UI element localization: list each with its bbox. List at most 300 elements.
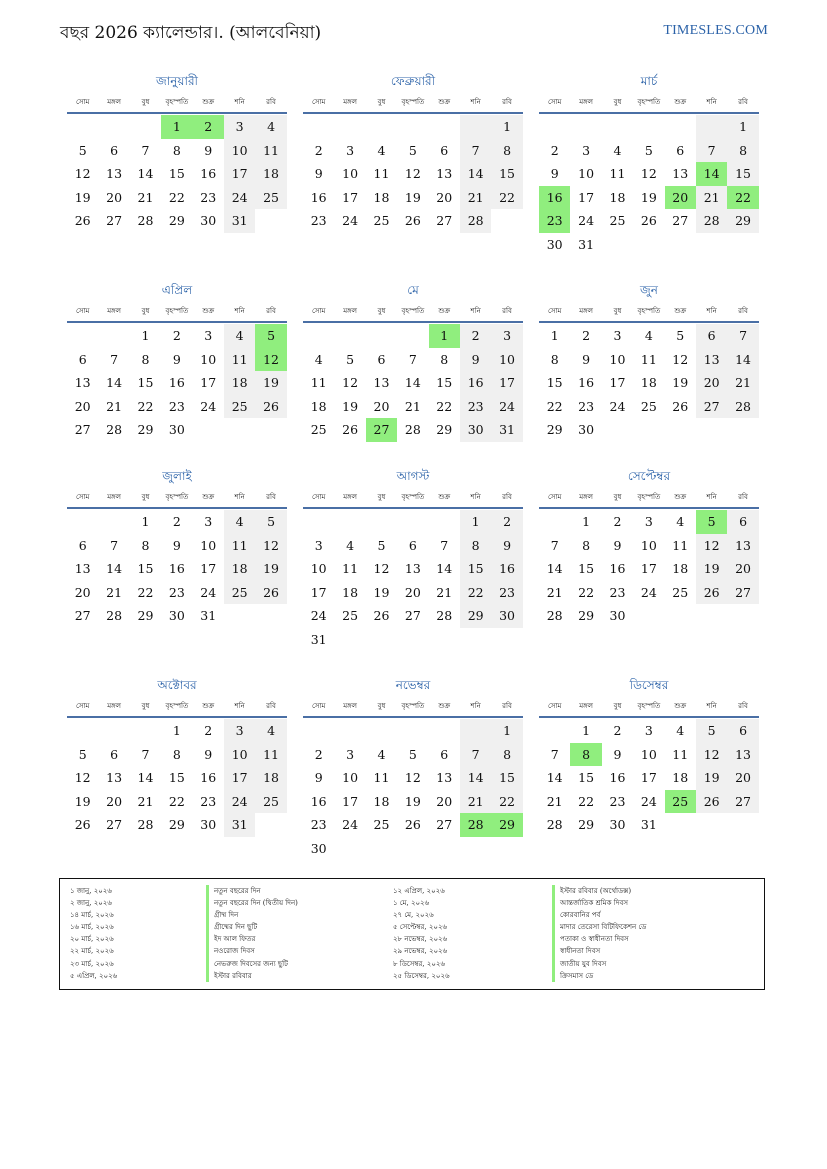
day-cell: 8: [172, 142, 181, 158]
day-cell: 19: [404, 189, 421, 205]
day-cell: 10: [310, 561, 327, 577]
empty-day-cell: [255, 209, 286, 233]
day-cell: 6: [377, 351, 386, 367]
day-cell: 2: [172, 328, 181, 343]
day-cell: 29: [436, 422, 453, 438]
weekday-label: সোম: [312, 307, 326, 315]
weekday-label: সোম: [76, 702, 90, 710]
day-cell: 17: [609, 375, 626, 391]
empty-day-cell: [303, 510, 334, 534]
day-cell: 5: [696, 719, 727, 743]
month-11: [303, 676, 523, 861]
weekday-label: মঙ্গল: [343, 702, 357, 710]
weekday-label: শুক্র: [202, 307, 215, 315]
day-cell: 30: [310, 840, 327, 856]
day-cell: 7: [110, 351, 119, 367]
empty-day-cell: [334, 115, 365, 139]
day-cell: 13: [74, 375, 91, 391]
day-cell: 30: [168, 608, 185, 624]
day-cell: 9: [613, 537, 622, 553]
day-cell: 1: [582, 514, 591, 529]
day-cell: 14: [436, 561, 453, 577]
weekday-label: শুক্র: [438, 702, 451, 710]
day-cell: 28: [137, 817, 154, 833]
day-cell: 26: [255, 395, 286, 419]
day-cell: 15: [491, 162, 522, 186]
day-cell: 15: [546, 375, 563, 391]
empty-day-cell: [665, 604, 696, 628]
day-cell: 19: [696, 766, 727, 790]
day-cell: 19: [255, 371, 286, 395]
day-cell: 10: [578, 166, 595, 182]
empty-day-cell: [366, 115, 397, 139]
holiday-name: ইস্টার রবিবার (অর্থোডক্স): [552, 885, 646, 897]
day-cell: 1: [550, 328, 559, 343]
month-9: [539, 467, 759, 628]
empty-day-cell: [460, 719, 491, 743]
empty-day-cell: [67, 324, 98, 348]
day-cell: 26: [640, 213, 657, 229]
day-cell: 7: [408, 351, 417, 367]
month-name: জুন: [640, 283, 658, 297]
empty-day-cell: [366, 719, 397, 743]
empty-day-cell: [366, 510, 397, 534]
day-cell: 4: [644, 328, 653, 343]
day-cell: 23: [168, 398, 185, 414]
day-cell: 19: [74, 793, 91, 809]
day-cell: 8: [727, 139, 758, 163]
day-cell: 17: [224, 162, 255, 186]
day-cell: 19: [640, 189, 657, 205]
empty-day-cell: [727, 813, 758, 837]
day-cell: 22: [491, 790, 522, 814]
holiday-date: ২৯ নভেম্বর, ২০২৬: [393, 947, 448, 956]
day-cell: 11: [224, 534, 255, 558]
day-cell: 6: [110, 142, 119, 158]
day-cell: 20: [404, 584, 421, 600]
day-cell: 14: [106, 561, 123, 577]
weekday-label: বুধ: [141, 493, 150, 501]
holiday-date: ২৮ নভেম্বর, ২০২৬: [393, 935, 448, 944]
month-name: অক্টোবর: [157, 678, 197, 692]
day-cell: 12: [404, 166, 421, 182]
weekday-label: শনি: [234, 307, 245, 315]
day-cell: 11: [609, 166, 626, 182]
weekday-header: [539, 301, 759, 323]
empty-day-cell: [633, 115, 664, 139]
weekday-label: সোম: [76, 307, 90, 315]
day-cell: 7: [460, 139, 491, 163]
day-cell: 28: [404, 422, 421, 438]
day-cell: 29: [137, 608, 154, 624]
weekday-label: সোম: [76, 98, 90, 106]
weekday-label: মঙ্গল: [579, 307, 593, 315]
day-grid: [67, 510, 287, 628]
weekday-label: শনি: [234, 98, 245, 106]
day-cell: 2: [193, 115, 224, 139]
empty-day-cell: [366, 628, 397, 652]
day-cell: 31: [224, 209, 255, 233]
day-cell: 28: [137, 213, 154, 229]
day-cell: 28: [727, 395, 758, 419]
weekday-label: রবি: [738, 98, 748, 106]
day-grid: [303, 324, 523, 442]
empty-day-cell: [429, 628, 460, 652]
day-cell: 31: [491, 418, 522, 442]
site-name[interactable]: TIMESLES.COM: [663, 23, 768, 38]
day-cell: 16: [609, 561, 626, 577]
weekday-label: মঙ্গল: [343, 98, 357, 106]
day-cell: 15: [727, 162, 758, 186]
empty-day-cell: [334, 628, 365, 652]
day-cell: 23: [460, 395, 491, 419]
empty-day-cell: [491, 209, 522, 233]
day-cell: 24: [200, 398, 217, 414]
day-cell: 11: [224, 348, 255, 372]
day-cell: 3: [346, 142, 355, 158]
holiday-name: নতুন বছরের দিন: [206, 885, 298, 897]
weekday-label: শনি: [706, 307, 717, 315]
weekday-label: মঙ্গল: [343, 307, 357, 315]
day-cell: 17: [640, 770, 657, 786]
month-name: ডিসেম্বর: [629, 678, 669, 692]
holiday-date: ২৩ মার্চ, ২০২৬: [70, 959, 114, 968]
day-cell: 1: [491, 115, 522, 139]
holiday-date: ২২ মার্চ, ২০২৬: [70, 947, 114, 956]
day-cell: 21: [546, 584, 563, 600]
day-cell: 4: [676, 723, 685, 738]
day-cell: 23: [491, 581, 522, 605]
page-title: বছর 2026 ক্যালেন্ডার।. (আলবেনিয়া): [60, 23, 322, 43]
day-cell: 16: [609, 770, 626, 786]
day-cell: 23: [200, 189, 217, 205]
empty-day-cell: [397, 115, 428, 139]
day-cell: 24: [491, 395, 522, 419]
day-cell: 19: [373, 584, 390, 600]
day-cell: 18: [342, 584, 359, 600]
month-5: [303, 281, 523, 442]
day-cell: 5: [408, 142, 417, 158]
day-cell: 2: [613, 723, 622, 738]
empty-day-cell: [602, 233, 633, 257]
day-cell: 31: [224, 813, 255, 837]
day-cell: 15: [436, 375, 453, 391]
weekday-header: [539, 487, 759, 509]
day-cell: 21: [404, 398, 421, 414]
day-cell: 4: [676, 514, 685, 529]
day-cell: 14: [696, 162, 727, 186]
weekday-label: শুক্র: [438, 98, 451, 106]
empty-day-cell: [334, 510, 365, 534]
day-cell: 25: [255, 790, 286, 814]
day-cell: 16: [168, 561, 185, 577]
holiday-dates-column-1: [70, 885, 117, 982]
day-cell: 20: [665, 186, 696, 210]
day-cell: 23: [200, 793, 217, 809]
day-cell: 24: [342, 817, 359, 833]
weekday-label: মঙ্গল: [579, 493, 593, 501]
day-grid: [303, 719, 523, 861]
day-cell: 25: [342, 608, 359, 624]
day-cell: 6: [78, 351, 87, 367]
month-2: [303, 72, 523, 233]
empty-day-cell: [397, 324, 428, 348]
empty-day-cell: [98, 115, 129, 139]
holiday-name: ক্রিসমাস ডে: [552, 970, 646, 982]
day-cell: 28: [436, 608, 453, 624]
day-cell: 17: [640, 561, 657, 577]
day-cell: 19: [672, 375, 689, 391]
day-cell: 26: [255, 581, 286, 605]
day-cell: 1: [141, 514, 150, 529]
day-cell: 13: [373, 375, 390, 391]
day-cell: 2: [172, 514, 181, 529]
day-cell: 4: [255, 115, 286, 139]
day-cell: 23: [310, 817, 327, 833]
weekday-label: শনি: [470, 702, 481, 710]
day-cell: 9: [613, 746, 622, 762]
weekday-label: বৃহস্পতি: [637, 98, 661, 106]
weekday-label: শনি: [470, 307, 481, 315]
day-cell: 19: [255, 557, 286, 581]
day-cell: 23: [578, 398, 595, 414]
holiday-name: স্বাধীনতা দিবস: [552, 945, 646, 957]
empty-day-cell: [224, 604, 255, 628]
day-cell: 3: [613, 328, 622, 343]
weekday-label: রবি: [738, 702, 748, 710]
month-name: মার্চ: [640, 74, 658, 88]
day-cell: 18: [672, 561, 689, 577]
day-cell: 27: [696, 395, 727, 419]
empty-day-cell: [696, 604, 727, 628]
holiday-name: নেভরুজ দিবসের জন্য ছুটি: [206, 958, 298, 970]
month-4: [67, 281, 287, 442]
weekday-label: রবি: [266, 702, 276, 710]
empty-day-cell: [130, 719, 161, 743]
holiday-names-column-2: [552, 885, 646, 982]
day-cell: 27: [727, 790, 758, 814]
weekday-label: বৃহস্পতি: [637, 702, 661, 710]
day-cell: 4: [377, 746, 386, 762]
empty-day-cell: [366, 324, 397, 348]
weekday-label: সোম: [76, 493, 90, 501]
weekday-label: মঙ্গল: [107, 493, 121, 501]
empty-day-cell: [696, 418, 727, 442]
empty-day-cell: [334, 324, 365, 348]
day-cell: 3: [314, 537, 323, 553]
day-cell: 29: [727, 209, 758, 233]
day-cell: 6: [696, 324, 727, 348]
day-cell: 17: [342, 189, 359, 205]
day-cell: 16: [200, 166, 217, 182]
day-cell: 25: [255, 186, 286, 210]
day-cell: 10: [640, 746, 657, 762]
day-cell: 29: [491, 813, 522, 837]
day-cell: 6: [408, 537, 417, 553]
day-cell: 14: [546, 770, 563, 786]
holiday-name: কোরবানির পর্ব: [552, 909, 646, 921]
day-cell: 8: [460, 534, 491, 558]
day-cell: 20: [436, 793, 453, 809]
weekday-label: শনি: [234, 702, 245, 710]
day-grid: [539, 115, 759, 257]
empty-day-cell: [727, 418, 758, 442]
day-cell: 17: [200, 375, 217, 391]
day-cell: 2: [204, 723, 213, 738]
day-cell: 27: [436, 817, 453, 833]
day-cell: 5: [78, 142, 87, 158]
day-cell: 13: [106, 770, 123, 786]
month-name: মে: [407, 283, 419, 297]
month-name: এপ্রিল: [161, 283, 193, 297]
day-cell: 18: [310, 398, 327, 414]
day-cell: 19: [404, 793, 421, 809]
day-cell: 10: [491, 348, 522, 372]
day-cell: 4: [255, 719, 286, 743]
day-cell: 21: [106, 584, 123, 600]
empty-day-cell: [334, 719, 365, 743]
day-cell: 20: [696, 371, 727, 395]
day-cell: 6: [727, 510, 758, 534]
day-cell: 23: [609, 793, 626, 809]
weekday-label: বৃহস্পতি: [401, 493, 425, 501]
day-grid: [67, 719, 287, 837]
day-cell: 10: [200, 537, 217, 553]
day-cell: 30: [609, 608, 626, 624]
holiday-date: ১ জানু, ২০২৬: [70, 887, 112, 895]
day-cell: 13: [404, 561, 421, 577]
day-cell: 18: [640, 375, 657, 391]
weekday-label: সোম: [548, 702, 562, 710]
day-cell: 24: [310, 608, 327, 624]
day-cell: 23: [310, 213, 327, 229]
day-cell: 29: [168, 817, 185, 833]
month-name: জানুয়ারী: [156, 74, 198, 88]
empty-day-cell: [67, 719, 98, 743]
holiday-date: ২ জানু, ২০২৬: [70, 899, 112, 908]
day-cell: 19: [696, 557, 727, 581]
day-cell: 22: [137, 398, 154, 414]
day-cell: 2: [491, 510, 522, 534]
day-cell: 6: [727, 719, 758, 743]
weekday-header: [303, 301, 523, 323]
weekday-label: বৃহস্পতি: [401, 702, 425, 710]
day-cell: 13: [436, 770, 453, 786]
holiday-date: ১২ এপ্রিল, ২০২৬: [393, 887, 445, 895]
empty-day-cell: [98, 510, 129, 534]
day-cell: 12: [255, 534, 286, 558]
day-cell: 17: [342, 793, 359, 809]
month-name: আগস্ট: [396, 469, 430, 483]
day-cell: 28: [106, 608, 123, 624]
empty-day-cell: [98, 719, 129, 743]
holiday-name: ইদ আল ফিতর: [206, 933, 298, 945]
weekday-label: শুক্র: [674, 307, 687, 315]
day-cell: 30: [578, 422, 595, 438]
day-cell: 28: [696, 209, 727, 233]
day-cell: 10: [200, 351, 217, 367]
day-cell: 11: [672, 537, 689, 553]
day-cell: 3: [224, 115, 255, 139]
day-cell: 14: [460, 766, 491, 790]
weekday-label: রবি: [502, 493, 512, 501]
day-cell: 5: [644, 142, 653, 158]
day-cell: 12: [373, 561, 390, 577]
weekday-label: বুধ: [377, 702, 386, 710]
weekday-label: বুধ: [613, 98, 622, 106]
day-cell: 26: [74, 817, 91, 833]
day-cell: 21: [460, 186, 491, 210]
day-cell: 1: [582, 723, 591, 738]
day-cell: 22: [727, 186, 758, 210]
day-cell: 5: [78, 746, 87, 762]
day-cell: 7: [141, 746, 150, 762]
weekday-header: [303, 487, 523, 509]
day-cell: 2: [613, 514, 622, 529]
day-cell: 12: [404, 770, 421, 786]
day-cell: 8: [440, 351, 449, 367]
day-cell: 18: [373, 793, 390, 809]
day-cell: 25: [224, 395, 255, 419]
month-name: সেপ্টেম্বর: [627, 469, 671, 483]
empty-day-cell: [193, 418, 224, 442]
day-cell: 9: [204, 142, 213, 158]
day-cell: 8: [550, 351, 559, 367]
weekday-label: শুক্র: [674, 493, 687, 501]
day-cell: 5: [408, 746, 417, 762]
day-cell: 3: [224, 719, 255, 743]
day-cell: 5: [255, 510, 286, 534]
day-cell: 9: [582, 351, 591, 367]
empty-day-cell: [334, 837, 365, 861]
day-cell: 9: [460, 348, 491, 372]
day-cell: 27: [366, 418, 397, 442]
day-cell: 9: [314, 166, 323, 182]
empty-day-cell: [460, 837, 491, 861]
day-cell: 25: [373, 817, 390, 833]
day-cell: 31: [640, 817, 657, 833]
day-cell: 9: [314, 770, 323, 786]
day-cell: 9: [172, 351, 181, 367]
day-cell: 4: [346, 537, 355, 553]
weekday-label: রবি: [738, 493, 748, 501]
weekday-label: রবি: [502, 307, 512, 315]
day-cell: 27: [436, 213, 453, 229]
day-cell: 14: [727, 348, 758, 372]
day-cell: 13: [74, 561, 91, 577]
empty-day-cell: [727, 604, 758, 628]
day-cell: 28: [546, 817, 563, 833]
empty-day-cell: [491, 628, 522, 652]
day-cell: 1: [172, 723, 181, 738]
day-cell: 6: [676, 142, 685, 158]
day-cell: 15: [460, 557, 491, 581]
empty-day-cell: [98, 324, 129, 348]
day-cell: 23: [168, 584, 185, 600]
day-cell: 13: [436, 166, 453, 182]
day-cell: 16: [460, 371, 491, 395]
day-cell: 9: [550, 166, 559, 182]
day-cell: 26: [404, 817, 421, 833]
holiday-date: ২৫ ডিসেম্বর, ২০২৬: [393, 971, 450, 980]
day-cell: 16: [491, 557, 522, 581]
day-cell: 26: [696, 581, 727, 605]
day-cell: 29: [546, 422, 563, 438]
day-cell: 16: [310, 189, 327, 205]
empty-day-cell: [397, 510, 428, 534]
day-cell: 7: [550, 746, 559, 762]
holiday-date: ১ মে, ২০২৬: [393, 899, 430, 908]
